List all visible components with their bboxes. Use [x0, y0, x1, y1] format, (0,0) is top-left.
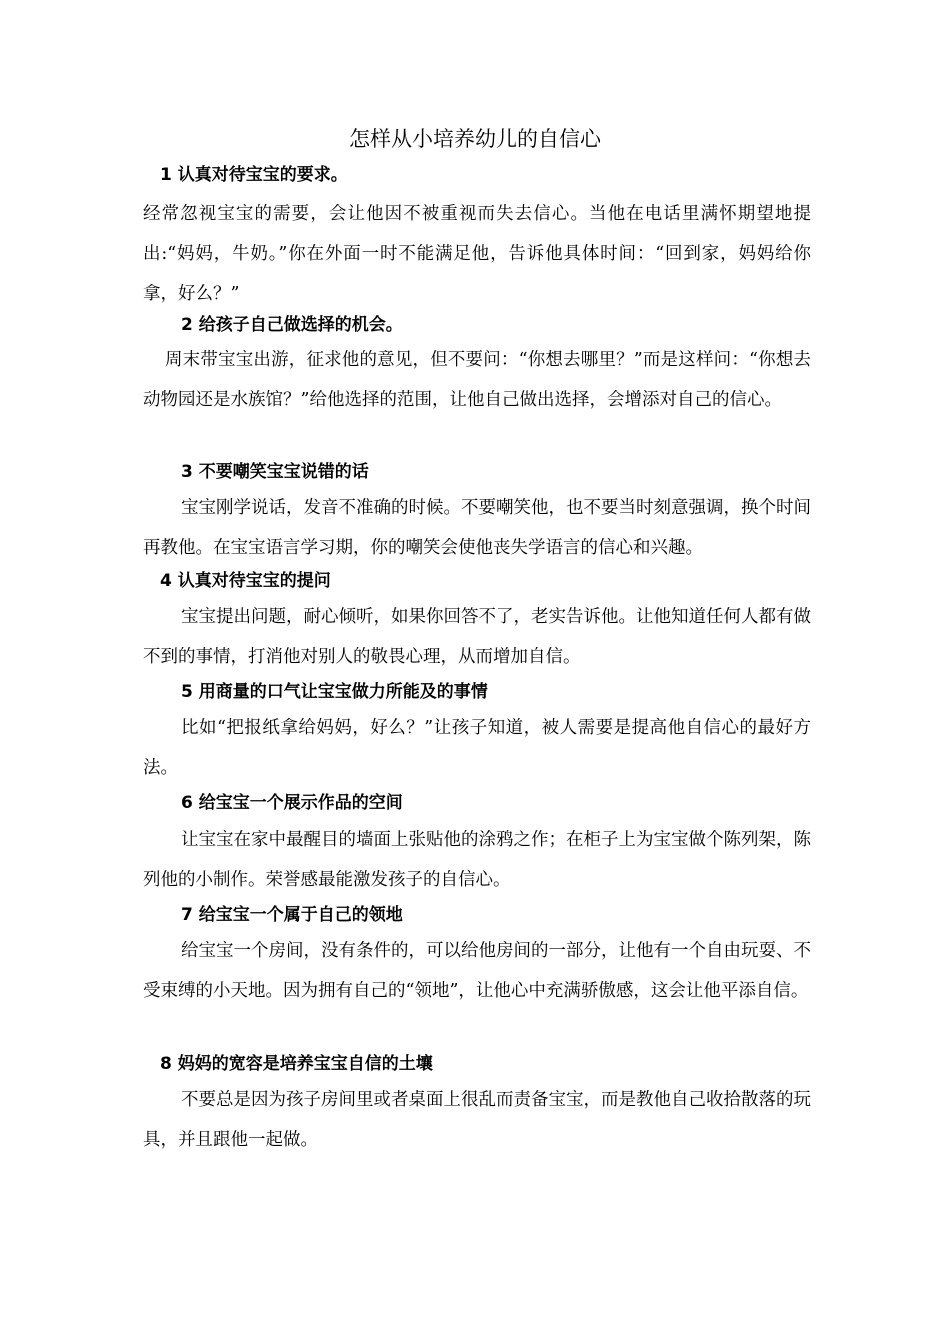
section-body-5: 比如“把报纸拿给妈妈，好么？”让孩子知道，被人需要是提高他自信心的最好方法。 [143, 718, 811, 778]
document-title: 怎样从小培养幼儿的自信心 [349, 127, 601, 151]
section-body-3: 宝宝刚学说话，发音不准确的时候。不要嘲笑他，也不要当时刻意强调，换个时间再教他。在宝宝语言学习期，你的嘲笑会使他丧失学语言的信心和兴趣。 [143, 498, 811, 558]
section-body-6: 让宝宝在家中最醒目的墙面上张贴他的涂鸦之作；在柜子上为宝宝做个陈列架，陈列他的小制作。荣誉感最能激发孩子的自信心。 [143, 830, 811, 890]
section-body-1: 经常忽视宝宝的需要，会让他因不被重视而失去信心。当他在电话里满怀期望地提出:“妈妈，牛奶。”你在外面一时不能满足他，告诉他具体时间：“回到家，妈妈给你拿，好么？” [143, 204, 811, 304]
section-heading-3: 3 不要嘲笑宝宝说错的话 [181, 462, 369, 482]
section-heading-4: 4 认真对待宝宝的提问 [160, 571, 331, 591]
section-body-2: 周末带宝宝出游，征求他的意见，但不要问：“你想去哪里？”而是这样问：“你想去动物园还是水族馆？”给他选择的范围，让他自己做出选择，会增添对自己的信心。 [143, 350, 811, 410]
section-heading-8: 8 妈妈的宽容是培养宝宝自信的土壤 [160, 1054, 433, 1074]
section-body-8: 不要总是因为孩子房间里或者桌面上很乱而责备宝宝，而是教他自己收拾散落的玩具，并且跟他一起做。 [143, 1090, 811, 1150]
section-heading-2: 2 给孩子自己做选择的机会。 [181, 315, 403, 335]
section-heading-5: 5 用商量的口气让宝宝做力所能及的事情 [181, 682, 488, 702]
section-heading-6: 6 给宝宝一个展示作品的空间 [181, 793, 403, 813]
section-body-4: 宝宝提出问题，耐心倾听，如果你回答不了，老实告诉他。让他知道任何人都有做不到的事情，打消他对别人的敬畏心理，从而增加自信。 [143, 607, 811, 667]
section-body-7: 给宝宝一个房间，没有条件的，可以给他房间的一部分，让他有一个自由玩耍、不受束缚的小天地。因为拥有自己的“领地”，让他心中充满骄傲感，这会让他平添自信。 [143, 941, 811, 1001]
section-heading-1: 1 认真对待宝宝的要求。 [160, 165, 348, 185]
section-heading-7: 7 给宝宝一个属于自己的领地 [181, 905, 403, 925]
